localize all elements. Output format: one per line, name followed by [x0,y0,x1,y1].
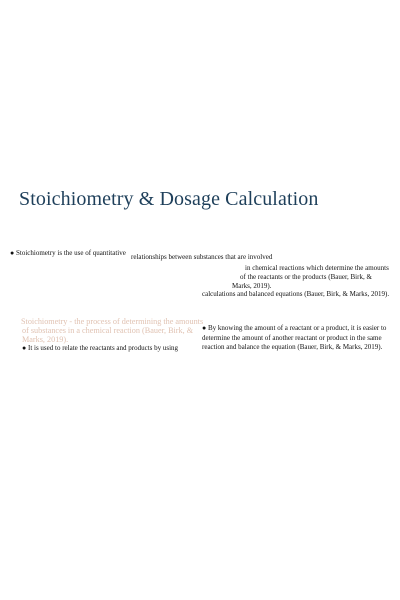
calc-line: calculations and balanced equations (Bauer, Birk, & Marks, 2019). [202,290,390,298]
definition-line-2: of substances in a chemical reaction (Bauer, Birk, & [22,326,194,335]
intro-line-3: of the reactants or the products (Bauer, Birk, & [240,273,372,281]
relate-text: It is used to relate the reactants and products by using [27,344,179,352]
bullet-icon: ● [202,324,207,332]
intro-lead: Stoichiometry is the use of quantitative [15,249,126,257]
knowing-line-3: reaction and balance the equation (Bauer, Birk, & Marks, 2019). [202,343,383,351]
bullet-icon: ● [10,249,15,257]
intro-line-1: relationships between substances that are involved [131,253,273,261]
intro-line-2: in chemical reactions which determine the amounts [245,264,389,272]
intro-bullet [10,249,126,258]
knowing-text-1: By knowing the amount of a reactant or a product, it is easier to [207,324,387,332]
definition-line-1: Stoichiometry - the process of determining the amounts [21,317,204,326]
bullet-icon: ● [22,344,27,352]
intro-line-4: Marks, 2019). [232,282,272,290]
relate-bullet [22,344,178,353]
definition-line-3: Marks, 2019). [22,335,69,344]
page-title: Stoichiometry & Dosage Calculation [19,188,319,210]
knowing-line-1 [202,324,386,333]
knowing-line-2: determine the amount of another reactant or product in the same [202,334,382,342]
